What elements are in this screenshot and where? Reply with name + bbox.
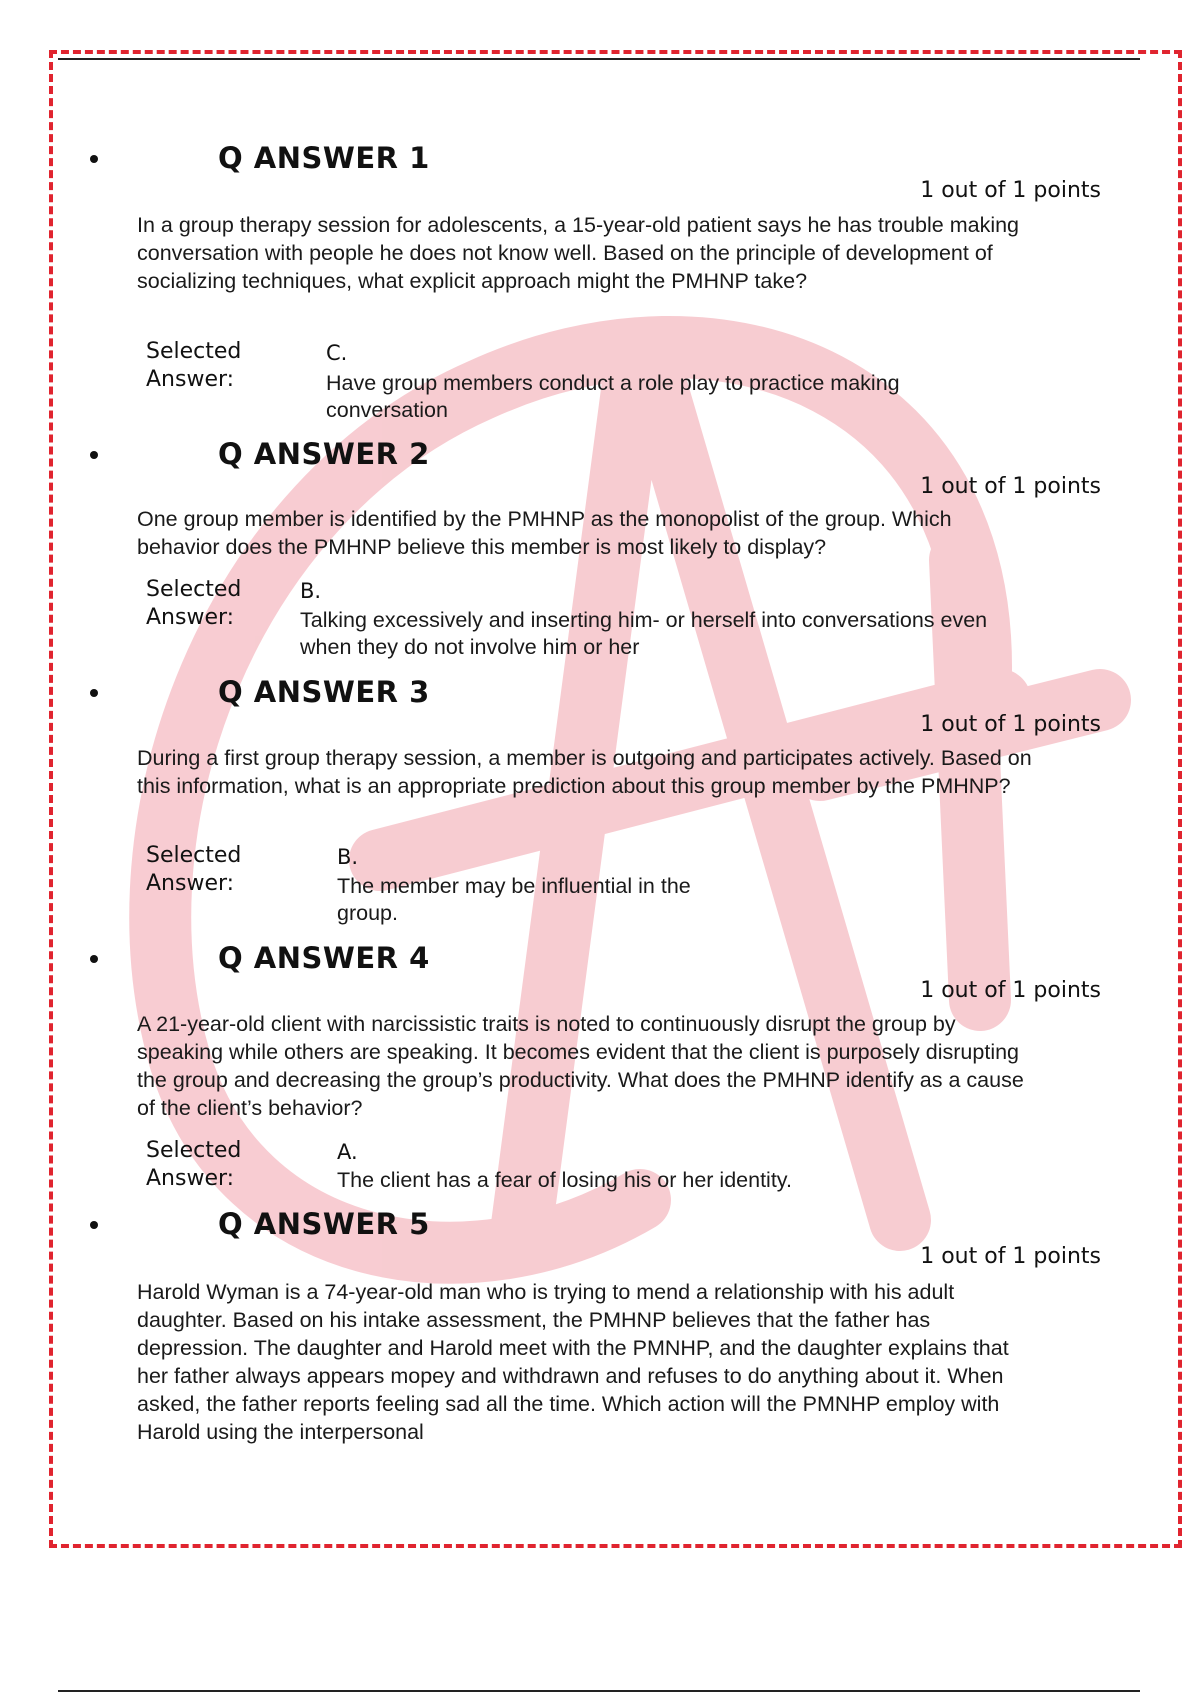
answer-text: The client has a fear of losing his or her identity. [337,1168,792,1192]
points-score: 1 out of 1 points [920,712,1101,737]
question-text: A 21-year-old client with narcissistic traits is noted to continuously disrupt the group by speaking while others are speaking. It becomes evident that the client is purposely disrupting the group and decreasing the group’s productivity. What does the PMHNP identify as a cause of the client’s behavior? [137,1012,1024,1120]
bullet-icon [90,451,98,459]
points-score: 1 out of 1 points [920,178,1101,203]
bullet-icon [90,1221,98,1229]
answer-text: The member may be influential in the group. [337,874,691,925]
question-title: Q ANSWER 2 [218,437,430,471]
bullet-icon [90,689,98,697]
question-text: During a first group therapy session, a member is outgoing and participates actively. Based on this information, what is an appropriate prediction about this group member by the PMHNP? [137,746,1032,798]
top-divider [58,58,1140,60]
question-title: Q ANSWER 4 [218,941,430,975]
answer-letter: A. [337,1140,358,1164]
bullet-icon [90,955,98,963]
answer-text: Have group members conduct a role play to practice making conversation [326,371,900,422]
answer-text: Talking excessively and inserting him- or herself into conversations even when they do not involve him or her [300,608,988,659]
selected-answer-label: Selected Answer: [146,577,242,630]
question-text: One group member is identified by the PMHNP as the monopolist of the group. Which behavior does the PMHNP believe this member is most likely to display? [137,507,952,559]
selected-answer-label: Selected Answer: [146,843,242,896]
answer-letter: C. [326,341,348,365]
question-text: In a group therapy session for adolescents, a 15-year-old patient says he has trouble making conversation with people he does not know well. Based on the principle of development of socializing techniques, what explicit approach might the PMHNP take? [137,213,1020,293]
selected-answer-label: Selected Answer: [146,1138,242,1191]
question-text: Harold Wyman is a 74-year-old man who is trying to mend a relationship with his adult daughter. Based on his intake assessment, the PMHNP believes that the father has depression. The daughter and Harold meet with the PMNHP, and the daughter explains that her father always appears mopey and withdrawn and refuses to do anything about it. When asked, the father reports feeling sad all the time. Which action will the PMNHP employ with Harold using the interpersonal [137,1280,1009,1444]
points-score: 1 out of 1 points [920,474,1101,499]
question-title: Q ANSWER 5 [218,1207,430,1241]
question-title: Q ANSWER 3 [218,675,430,709]
points-score: 1 out of 1 points [920,978,1101,1003]
selected-answer-label: Selected Answer: [146,339,242,392]
points-score: 1 out of 1 points [920,1244,1101,1269]
bullet-icon [90,155,98,163]
question-title: Q ANSWER 1 [218,141,430,175]
answer-letter: B. [337,845,359,869]
answer-letter: B. [300,579,322,603]
bottom-divider [58,1690,1140,1692]
